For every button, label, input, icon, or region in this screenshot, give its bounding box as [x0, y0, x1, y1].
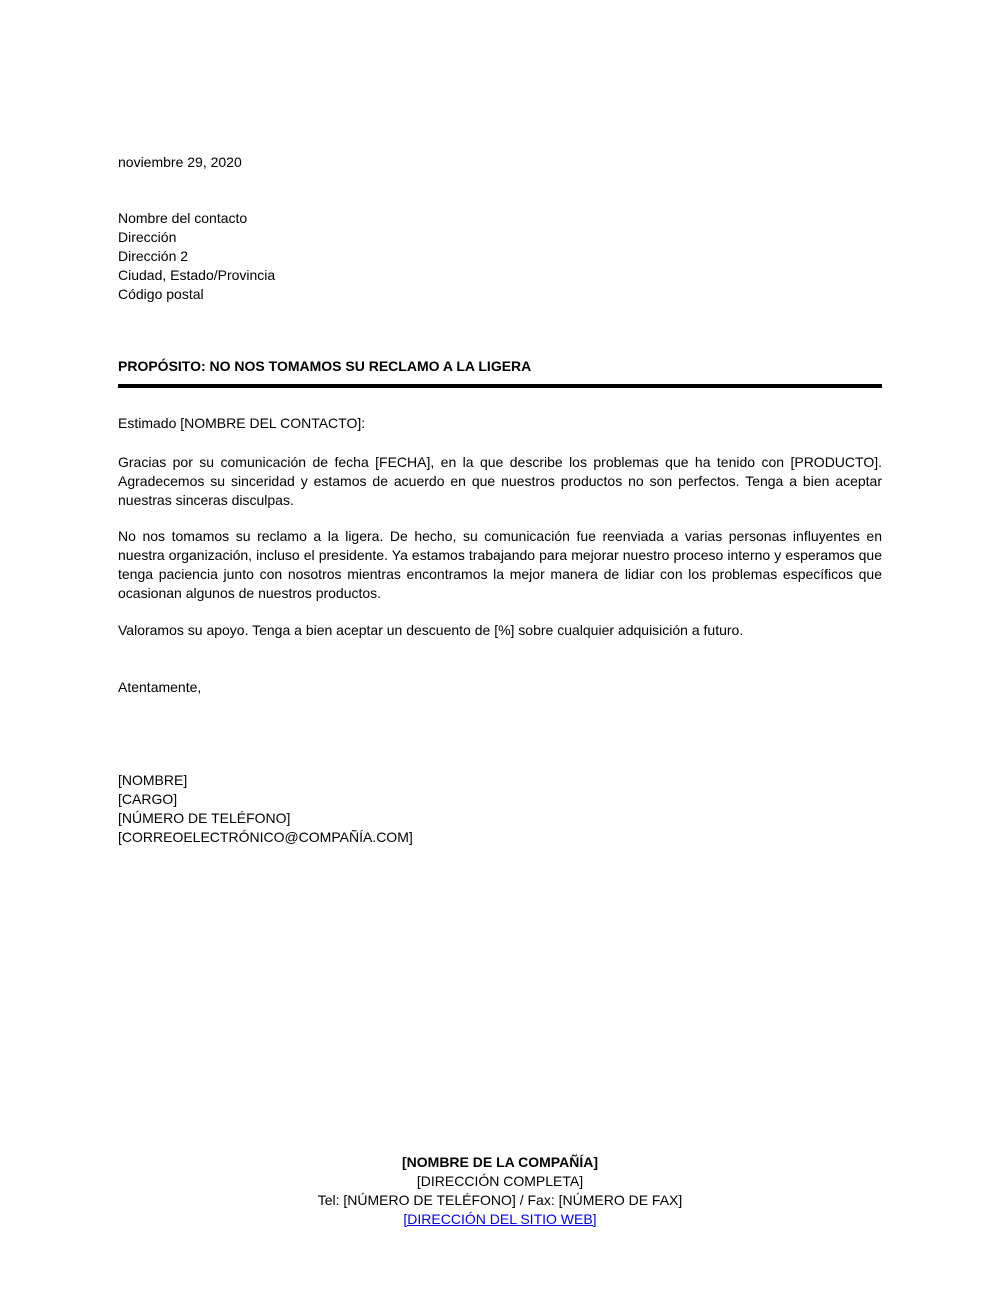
salutation: Estimado [NOMBRE DEL CONTACTO]:	[118, 415, 366, 431]
footer-company-name: [NOMBRE DE LA COMPAÑÍA]	[402, 1154, 598, 1170]
body-paragraph-3: Valoramos su apoyo. Tenga a bien aceptar un descuento de [%] sobre cualquier adquisición a futuro.	[118, 622, 744, 638]
footer-phone-fax: Tel: [NÚMERO DE TELÉFONO] / Fax: [NÚMERO DE FAX]	[317, 1192, 683, 1208]
footer-block	[0, 1153, 1000, 1229]
body-paragraph-2: No nos tomamos su reclamo a la ligera. De hecho, su comunicación fue reenviada a varias personas influyentes en nuestra organización, incluso el presidente. Ya estamos trabajando para mejorar nuestro proceso interno y esperamos que tenga paciencia junto con nosotros mientras encontramos la mejor manera de lidiar con los problemas específicos que ocasionan algunos de nuestros productos.	[118, 528, 882, 601]
subject-line: PROPÓSITO: NO NOS TOMAMOS SU RECLAMO A LA LIGERA	[118, 357, 882, 388]
letter-date: noviembre 29, 2020	[118, 154, 242, 170]
recipient-city-state: Ciudad, Estado/Provincia	[118, 267, 276, 283]
footer-website-line	[0, 1210, 1000, 1229]
body-paragraph-1: Gracias por su comunicación de fecha [FECHA], en la que describe los problemas que ha tenido con [PRODUCTO]. Agradecemos su sinceridad y estamos de acuerdo en que nuestros productos no son perfectos. Tenga a bien aceptar nuestras sinceras disculpas.	[118, 454, 882, 508]
website-link[interactable]: [DIRECCIÓN DEL SITIO WEB]	[403, 1211, 597, 1227]
signature-email: [CORREOELECTRÓNICO@COMPAÑÍA.COM]	[118, 829, 413, 845]
signature-title: [CARGO]	[118, 791, 178, 807]
recipient-contact-name: Nombre del contacto	[118, 210, 248, 226]
recipient-block	[118, 209, 882, 304]
recipient-address-2: Dirección 2	[118, 248, 189, 264]
recipient-address-1: Dirección	[118, 229, 177, 245]
closing-salutation: Atentamente,	[118, 679, 202, 695]
signature-block	[118, 771, 882, 847]
footer-address: [DIRECCIÓN COMPLETA]	[416, 1173, 584, 1189]
recipient-postal-code: Código postal	[118, 286, 204, 302]
signature-name: [NOMBRE]	[118, 772, 188, 788]
signature-phone: [NÚMERO DE TELÉFONO]	[118, 810, 291, 826]
